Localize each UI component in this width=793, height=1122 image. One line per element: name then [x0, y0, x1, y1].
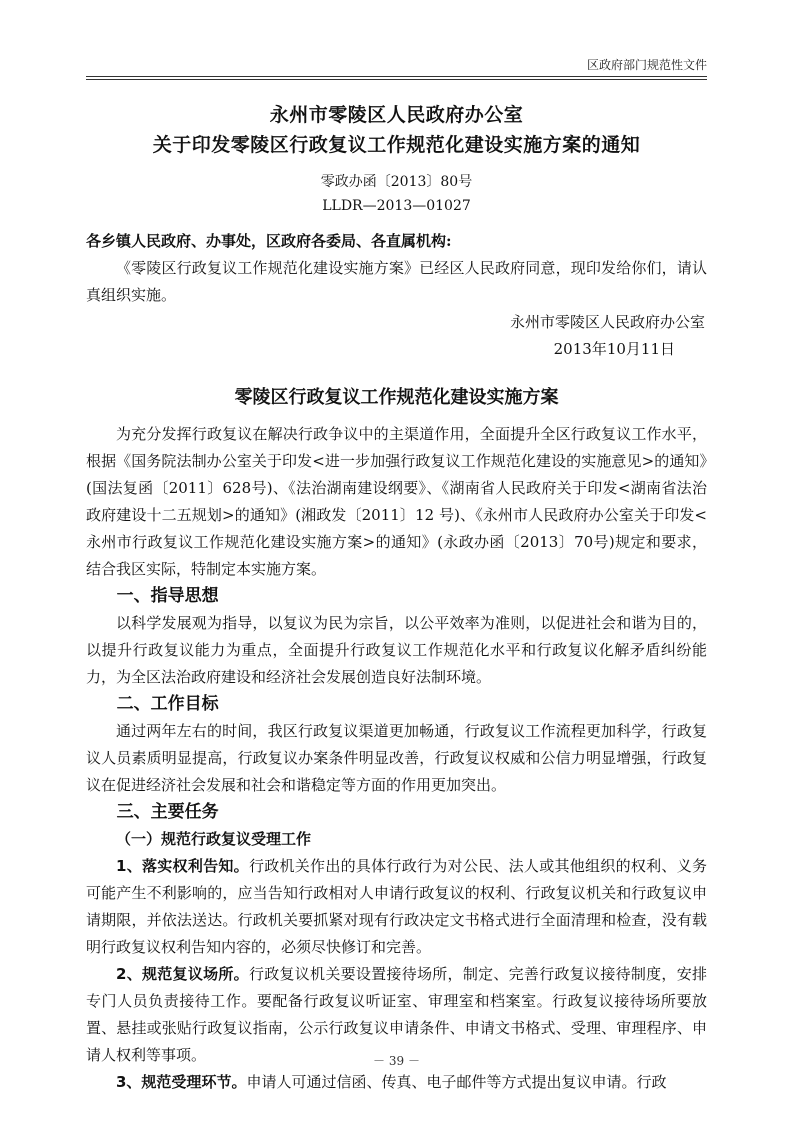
header-label: 区政府部门规范性文件	[586, 58, 707, 72]
section2-body: 通过两年左右的时间，我区行政复议渠道更加畅通，行政复议工作流程更加科学，行政复议人员素质明显提高，行政复议办案条件明显改善，行政复议权威和公信力明显增强，行政复议在促进经济社会发展和社会和谐稳定等方面的作用更加突出。	[86, 722, 707, 794]
header-divider	[86, 76, 707, 77]
page-number: － 39 －	[373, 1054, 420, 1068]
item2-body: 行政复议机关要设置接待场所，制定、完善行政复议接待制度，安排专门人员负责接待工作。要配备行政复议听证室、审理室和档案室。行政复议接待场所要放置、悬挂或张贴行政复议指南，公示行政复议申请条件、申请文书格式、受理、审理程序、申请人权利等事项。	[86, 965, 707, 1064]
notice-title-line2: 关于印发零陵区行政复议工作规范化建设实施方案的通知	[152, 134, 641, 156]
plan-title: 零陵区行政复议工作规范化建设实施方案	[234, 387, 559, 408]
subsection1-heading: （一）规范行政复议受理工作	[116, 830, 312, 848]
section2-heading: 二、工作目标	[116, 694, 219, 714]
plan-intro: 为充分发挥行政复议在解决行政争议中的主渠道作用，全面提升全区行政复议工作水平，根据《国务院法制办公室关于印发<进一步加强行政复议工作规范化建设的实施意见>的通知》(国法复函〔2011〕628号)、《法治湖南建设纲要》、《湖南省人民政府关于印发<湖南省法治政府建设十二五规划>的通知》(湘政发〔2011〕12 号)、《永州市人民政府办公室关于印发<永州市行政复议工作规范化建设实施方案>的通知》(永政办函〔2013〕70号)规定和要求，结合我区实际，特制定本实施方案。	[86, 425, 707, 578]
recipients: 各乡镇人民政府、办事处，区政府各委局、各直属机构:	[86, 232, 452, 250]
section1-heading: 一、指导思想	[116, 586, 219, 606]
header-divider-secondary	[86, 79, 707, 80]
item3-body: 申请人可通过信函、传真、电子邮件等方式提出复议申请。行政	[246, 1073, 667, 1091]
registration-number: LLDR—2013—01027	[322, 198, 471, 214]
section3-heading: 三、主要任务	[116, 802, 219, 822]
signer: 永州市零陵区人民政府办公室	[509, 313, 705, 331]
item1-body: 行政机关作出的具体行政行为对公民、法人或其他组织的权利、义务可能产生不利影响的，应当告知行政相对人申请行政复议的权利、行政复议机关和行政复议申请期限，并依法送达。行政机关要抓紧对现有行政决定文书格式进行全面清理和检查，没有载明行政复议权利告知内容的，必须尽快修订和完善。	[86, 857, 707, 956]
notice-date: 2013年10月11日	[553, 340, 675, 358]
item3-paragraph	[86, 1069, 707, 1096]
item3-lead: 3、规范受理环节。	[116, 1073, 247, 1091]
doc-number: 零政办函〔2013〕80号	[320, 174, 473, 190]
section1-body: 以科学发展观为指导，以复议为民为宗旨，以公平效率为准则，以促进社会和谐为目的，以提升行政复议能力为重点，全面提升行政复议工作规范化水平和行政复议化解矛盾纠纷能力，为全区法治政府建设和经济社会发展创造良好法制环境。	[86, 614, 707, 686]
notice-body: 《零陵区行政复议工作规范化建设实施方案》已经区人民政府同意，现印发给你们，请认真组织实施。	[86, 259, 707, 304]
item1-lead: 1、落实权利告知。	[116, 857, 249, 875]
item1-paragraph	[86, 853, 707, 961]
document-body	[86, 100, 707, 1096]
notice-title-line1: 永州市零陵区人民政府办公室	[269, 104, 524, 126]
item2-lead: 2、规范复议场所。	[116, 965, 249, 983]
